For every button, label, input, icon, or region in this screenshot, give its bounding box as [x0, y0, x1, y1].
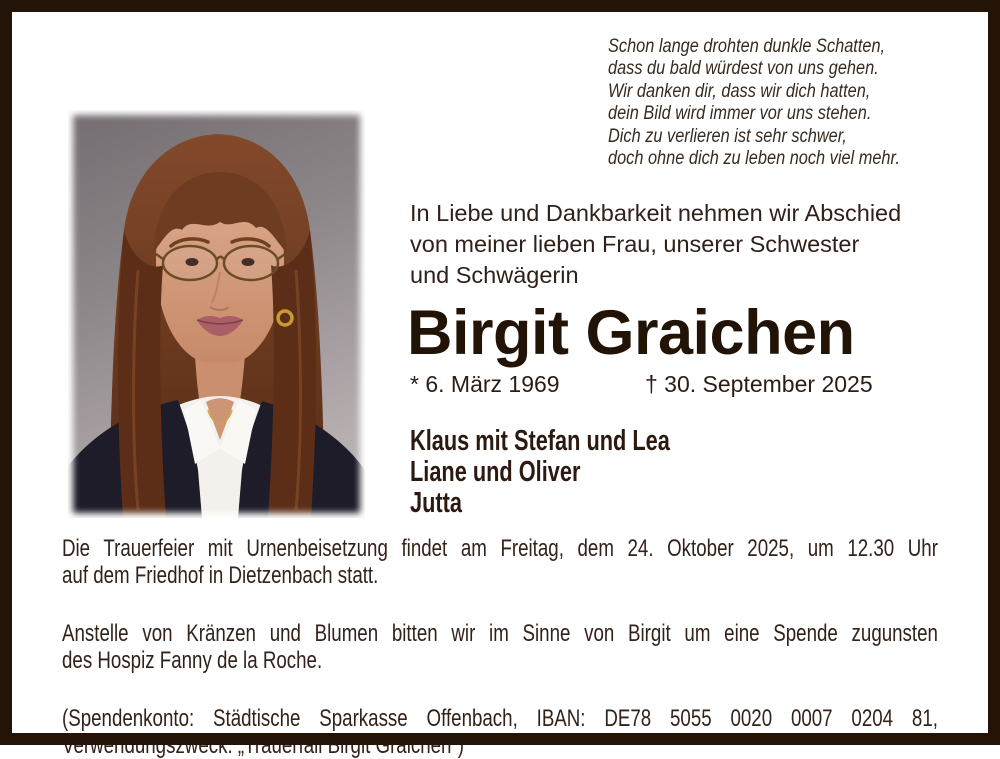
memorial-poem [608, 36, 935, 170]
poem-line: doch ohne dich zu leben noch viel mehr. [608, 148, 935, 170]
announcements-section [62, 536, 938, 759]
intro-line: und Schwägerin [410, 260, 901, 291]
donation-account-info [62, 706, 938, 759]
death-date: † 30. September 2025 [645, 371, 873, 398]
portrait-photo [68, 110, 365, 518]
funeral-announcement [62, 536, 938, 589]
portrait-illustration [68, 110, 365, 518]
mourners-list [410, 426, 670, 519]
funeral-announcement-line: auf dem Friedhof in Dietzenbach statt. [62, 563, 938, 590]
poem-line: Dich zu verlieren ist sehr schwer, [608, 126, 935, 148]
poem-line: dass du bald würdest von uns gehen. [608, 58, 935, 80]
mourners-line: Jutta [410, 488, 670, 519]
deceased-name: Birgit Graichen [407, 297, 855, 369]
poem-line: dein Bild wird immer vor uns stehen. [608, 103, 935, 125]
mourners-line: Liane und Oliver [410, 457, 670, 488]
poem-line: Wir danken dir, dass wir dich hatten, [608, 81, 935, 103]
birth-date: * 6. März 1969 [410, 371, 560, 398]
farewell-introduction [410, 198, 901, 291]
intro-line: von meiner lieben Frau, unserer Schwester [410, 229, 901, 260]
donation-request-line: Anstelle von Kränzen und Blumen bitten wir im Sinne von Birgit um eine Spende zugunsten [62, 621, 938, 648]
funeral-announcement-line: Die Trauerfeier mit Urnenbeisetzung findet am Freitag, dem 24. Oktober 2025, um 12.30 Uhr [62, 536, 938, 563]
intro-line: In Liebe und Dankbarkeit nehmen wir Abschied [410, 198, 901, 229]
donation-request-line: des Hospiz Fanny de la Roche. [62, 648, 938, 675]
life-dates [410, 371, 950, 401]
donation-account-line: Verwendungszweck: „Trauerfall Birgit Graichen“) [62, 733, 938, 759]
donation-account-line: (Spendenkonto: Städtische Sparkasse Offenbach, IBAN: DE78 5055 0020 0007 0204 81, [62, 706, 938, 733]
mourners-line: Klaus mit Stefan und Lea [410, 426, 670, 457]
donation-request [62, 621, 938, 674]
poem-line: Schon lange drohten dunkle Schatten, [608, 36, 935, 58]
